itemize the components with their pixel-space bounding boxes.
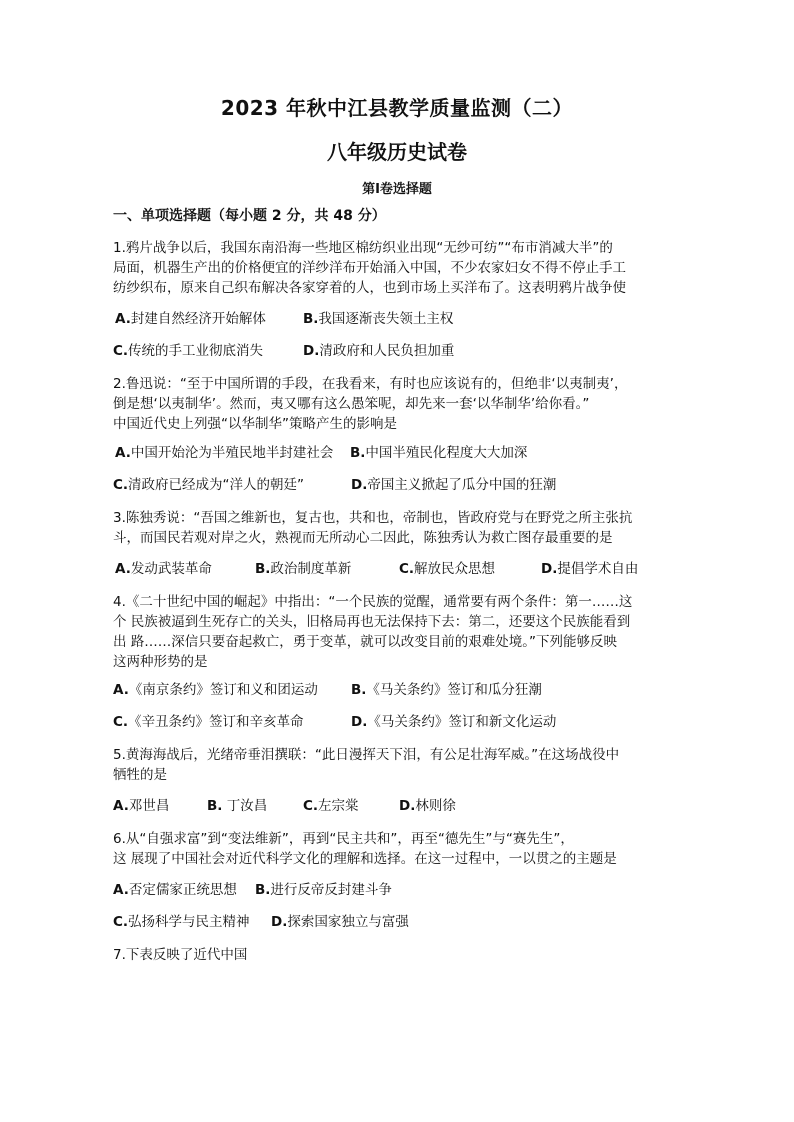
question-text-line: 出 路……深信只要奋起救亡，勇于变革，就可以改变目前的艰难处境。”下列能够反映	[113, 634, 618, 650]
question-5	[113, 745, 693, 785]
option-a[interactable]: A.封建自然经济开始解体	[115, 311, 266, 327]
question-4	[113, 592, 693, 672]
option-b[interactable]: B.进行反帝反封建斗争	[255, 882, 392, 898]
option-d[interactable]: D.林则徐	[399, 798, 456, 814]
volume-heading: 第Ⅰ卷选择题	[362, 182, 432, 197]
question-text-line: 3.陈独秀说：“吾国之维新也，复古也，共和也，帝制也，皆政府党与在野党之所主张抗	[113, 510, 633, 526]
option-b[interactable]: B. 丁汝昌	[207, 798, 268, 814]
option-c[interactable]: C.解放民众思想	[399, 561, 496, 577]
option-d[interactable]: D.帝国主义掀起了瓜分中国的狂潮	[351, 477, 557, 493]
question-text-line: 2.鲁迅说：“至于中国所谓的手段，在我看来，有时也应该说有的，但绝非‘以夷制夷’，	[113, 376, 628, 392]
option-c[interactable]: C.清政府已经成为“洋人的朝廷”	[113, 477, 305, 493]
question-text-line: 这两种形势的是	[113, 654, 208, 670]
option-a[interactable]: A.《南京条约》签订和义和团运动	[113, 682, 318, 698]
option-b[interactable]: B.我国逐渐丧失领土主权	[303, 311, 454, 327]
option-b[interactable]: B.政治制度革新	[255, 561, 352, 577]
question-text-line: 斗，而国民若观对岸之火，熟视而无所动心二因此，陈独秀认为救亡图存最重要的是	[113, 530, 613, 546]
question-text-line: 个 民族被逼到生死存亡的关头，旧格局再也无法保持下去：第二，还要这个民族能看到	[113, 614, 631, 630]
option-a[interactable]: A.中国开始沦为半殖民地半封建社会	[115, 445, 334, 461]
option-b[interactable]: B.《马关条约》签订和瓜分狂潮	[351, 682, 542, 698]
question-text-line: 6.从“自强求富”到“变法维新”，再到“民主共和”，再至“德先生”与“赛先生”，	[113, 831, 574, 847]
question-text-line: 4.《二十世纪中国的崛起》中指出：“一个民族的觉醒，通常要有两个条件：第一……这	[113, 594, 633, 610]
question-text-line: 牺牲的是	[113, 767, 167, 783]
question-text-line: 1.鸦片战争以后，我国东南沿海一些地区棉纺织业出现“无纱可纺”“布市消减大半”的	[113, 240, 613, 256]
question-text-line: 纺纱织布，原来自己织布解决各家穿着的人，也到市场上买洋布了。这表明鸦片战争使	[113, 280, 626, 296]
option-c[interactable]: C.传统的手工业彻底消失	[113, 343, 264, 359]
question-text-line: 倒是想‘以夷制华’。然而，夷又哪有这么愚笨呢，却先来一套‘以华制华’给你看。”	[113, 396, 590, 412]
section-heading: 一、单项选择题（每小题 2 分，共 48 分）	[113, 208, 386, 224]
question-text-line: 7.下表反映了近代中国	[113, 947, 248, 963]
question-1	[113, 238, 693, 298]
question-7	[113, 945, 693, 965]
question-2	[113, 374, 693, 434]
question-text-line: 中国近代史上列强“以华制华”策略产生的影响是	[113, 416, 397, 432]
option-d[interactable]: D.提倡学术自由	[541, 561, 639, 577]
question-text-line: 这 展现了中国社会对近代科学文化的理解和选择。在这一过程中，一以贯之的主题是	[113, 851, 617, 867]
exam-subtitle: 八年级历史试卷	[327, 140, 467, 164]
option-c[interactable]: C.弘扬科学与民主精神	[113, 914, 250, 930]
option-a[interactable]: A.邓世昌	[113, 798, 170, 814]
option-d[interactable]: D.《马关条约》签订和新文化运动	[351, 714, 557, 730]
option-d[interactable]: D.探索国家独立与富强	[271, 914, 409, 930]
question-text-line: 局面，机器生产出的价格便宜的洋纱洋布开始涌入中国，不少农家妇女不得不停止手工	[113, 260, 626, 276]
option-b[interactable]: B.中国半殖民化程度大大加深	[350, 445, 528, 461]
question-3	[113, 508, 693, 548]
option-d[interactable]: D.清政府和人民负担加重	[303, 343, 455, 359]
option-c[interactable]: C.《辛丑条约》签订和辛亥革命	[113, 714, 304, 730]
option-a[interactable]: A.否定儒家正统思想	[113, 882, 237, 898]
exam-title: 2023 年秋中江县教学质量监测（二）	[220, 96, 574, 120]
question-6	[113, 829, 693, 869]
option-a[interactable]: A.发动武装革命	[115, 561, 212, 577]
question-text-line: 5.黄海海战后，光绪帝垂泪撰联：“此日漫挥天下泪，有公足壮海军威。”在这场战役中	[113, 747, 620, 763]
option-c[interactable]: C.左宗棠	[303, 798, 359, 814]
